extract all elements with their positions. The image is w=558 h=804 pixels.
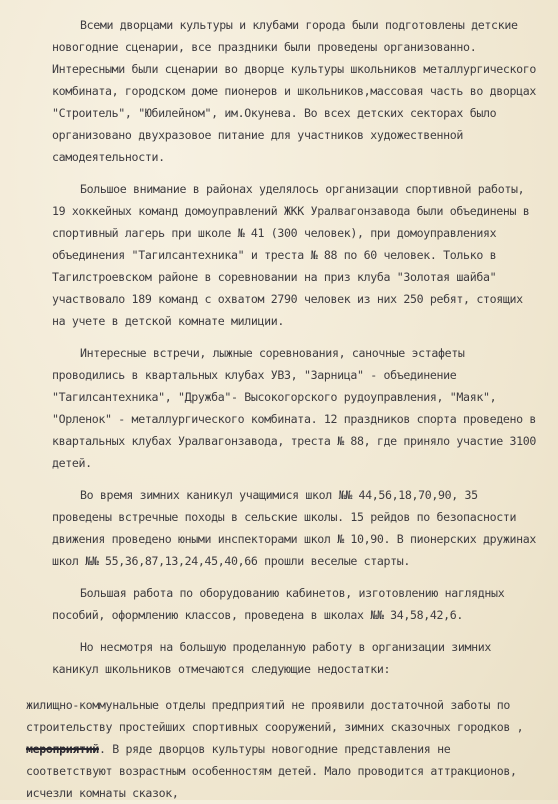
paragraph-shortcomings-details xyxy=(26,694,538,804)
shortcomings-text-after: . В ряде дворцов культуры новогодние представления не соответствуют возрастным особенностям детей. Мало проводится аттракционов, исчезли комнаты сказок, xyxy=(26,742,517,800)
paragraph-sports-work: Большое внимание в районах уделялось организации спортивной работы, 19 хоккейных команд домоуправлений ЖКК Уралвагонзавода были объединены в спортивный лагерь при школе № 41 (300 человек), при домоуправлениях объединения "Тагилсантехника" и треста № 88 по 60 человек. Только в Тагилстроевском районе в соревновании на приз клуба "Золотая шайба" участвовало 189 команд с охватом 2790 человек из них 250 ребят, стоящих на учете в детской комнате милиции. xyxy=(52,182,530,328)
paragraph-classroom-equipment: Большая работа по оборудованию кабинетов, изготовлению наглядных пособий, оформлению классов, проведена в школах №№ 34,58,42,6. xyxy=(52,586,505,622)
paragraph-shortcomings-intro: Но несмотря на большую проделанную работу в организации зимних каникул школьников отмечаются следующие недостатки: xyxy=(52,640,492,676)
struck-out-word: мероприятий xyxy=(26,742,99,756)
paragraph-children-new-year-scenarios: Всеми дворцами культуры и клубами города были подготовлены детские новогодние сценарии, все праздники были проведены организованно. Интересными были сценарии во дворце культуры школьников металлургического комбината, городском доме пионеров и школьников,массовая часть во дворцах "Строитель", "Юбилейном", им.Окунева. Во всех детских секторах было организовано двухразовое питание для участников художественной самодеятельности. xyxy=(52,18,536,164)
paragraph-meetings-competitions: Интересные встречи, лыжные соревнования, саночные эстафеты проводились в квартальных клубах УВЗ, "Зарница" - объединение "Тагилсантехника", "Дружба"- Высокогорского рудоуправления, "Маяк", "Орленок" - металлургического комбината. 12 праздников спорта проведено в квартальных клубах Уралвагонзавода, треста № 88, где приняло участие 3100 детей. xyxy=(52,346,536,470)
paragraph-winter-holidays-hikes: Во время зимних каникул учащимися школ №№ 44,56,18,70,90, 35 проведены встречные походы в сельские школы. 15 рейдов по безопасности движения проведено юными инспекторами школ № 10,90. В пионерских дружинах школ №№ 55,36,87,13,24,45,40,66 прошли веселые старты. xyxy=(52,488,536,568)
shortcomings-text-before: жилищно-коммунальные отделы предприятий не проявили достаточной заботы по строительству простейших спортивных сооружений, зимних сказочных городков , xyxy=(26,698,524,734)
